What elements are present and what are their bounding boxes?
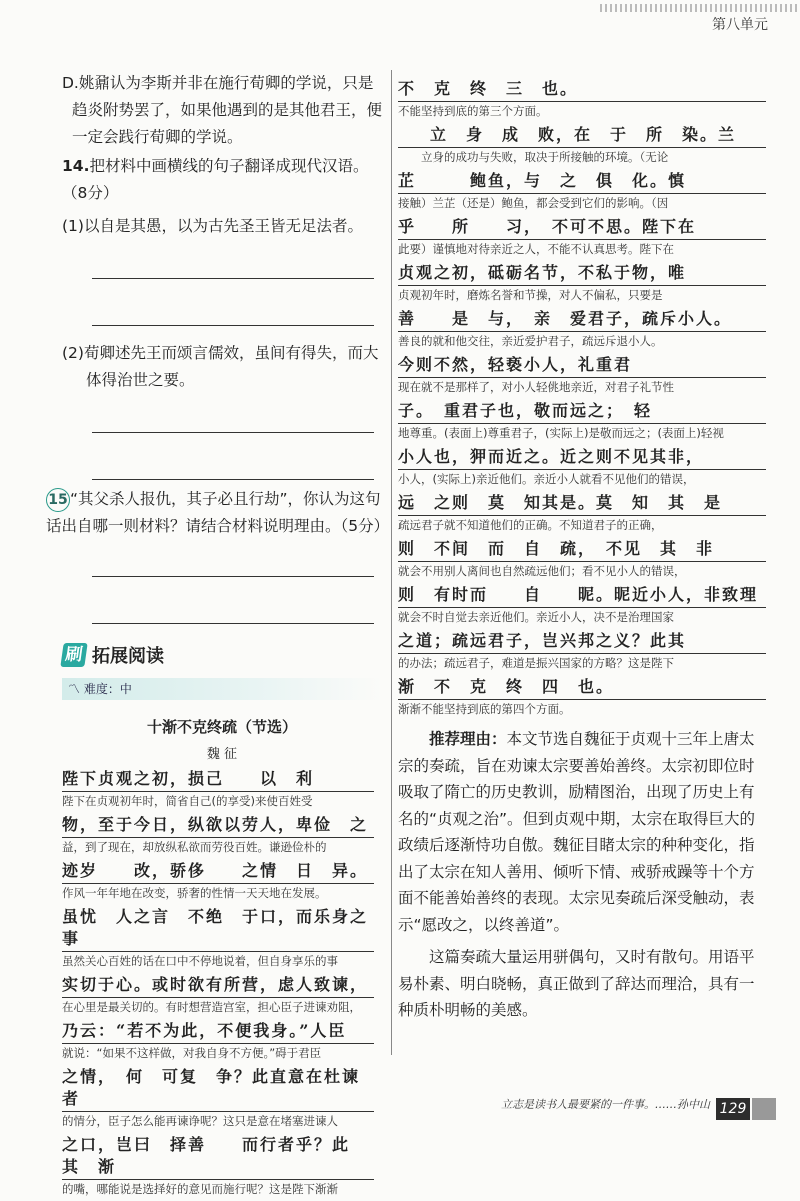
original-line: 今则不然，轻亵小人，礼重君: [398, 354, 766, 378]
translation-line: 现在就不是那样了，对小人轻佻地亲近，对君子礼节性: [398, 380, 674, 394]
translation-line: 善良的就和他交往，亲近爱护君子，疏远斥退小人。: [398, 334, 663, 348]
original-line: 之情， 何 可复 争？此直意在杜谏者: [62, 1066, 374, 1112]
passage-title: 十渐不克终疏（节选）: [146, 718, 297, 736]
question-15-number: 15: [46, 488, 70, 512]
question-15: [46, 486, 390, 540]
translation-line: 地尊重。(表面上)尊重君子，(实际上)是敬而远之；(表面上)轻视: [398, 426, 724, 440]
chart-icon: 〽: [68, 682, 81, 696]
translation-line: 在心里是最关切的。有时想营造宫室，担心臣子进谏劝阻，: [62, 1000, 361, 1014]
original-line: 远 之则 莫 知其是。莫 知 其 是: [398, 492, 766, 516]
translation-line: 就会不时自觉去亲近他们。亲近小人，决不是治理国家: [398, 610, 674, 624]
original-line: 贞观之初，砥砺名节，不私于物，唯: [398, 262, 766, 286]
original-line: 乎 所 习， 不可不思。陛下在: [398, 216, 766, 240]
translation-line: 渐渐不能坚持到底的第四个方面。: [398, 702, 571, 716]
original-line: 虽忧 人之言 不绝 于口，而乐身之事: [62, 906, 374, 952]
recommend-reason-text: 本文节选自魏征于贞观十三年上唐太宗的奏疏，旨在劝谏太宗要善始善终。太宗初即位时吸取了隋亡的历史教训，励精图治，出现了历史上有名的“贞观之治”。但到贞观中期，太宗在取得巨大的政绩后逐渐恃功自傲。魏征目睹太宗的种种变化，指出了太宗在知人善用、倾听下情、戒骄戒躁等十个方面不能善始善终的表现。太宗见奏疏后深受触动，表示“愿改之，以终善道”。: [398, 730, 756, 934]
answer-line[interactable]: [92, 599, 374, 624]
right-column: [398, 70, 768, 1024]
right-passage: [398, 78, 768, 718]
original-line: 陛下贞观之初，损己 以 利: [62, 768, 374, 792]
section-title: 拓展阅读: [92, 646, 164, 667]
original-line: 善 是 与， 亲 爱君子，疏斥小人。: [398, 308, 766, 332]
brush-icon: 刷: [60, 643, 87, 667]
recommend-reason: [398, 726, 768, 938]
original-line: 芷 鲍鱼，与 之 俱 化。慎: [398, 170, 766, 194]
translation-line: 作风一年年地在改变，骄奢的性情一天天地在发展。: [62, 886, 327, 900]
translation-line: 不能坚持到底的第三个方面。: [398, 104, 548, 118]
answer-line[interactable]: [92, 552, 374, 577]
original-line: 则 不间 而 自 疏， 不见 其 非: [398, 538, 766, 562]
original-line: 小人也，狎而近之。近之则不见其非，: [398, 446, 766, 470]
translation-line: 的情分，臣子怎么能再谏诤呢？这只是意在堵塞进谏人: [62, 1114, 338, 1128]
original-line: 迹岁 改，骄侈 之情 日 异。: [62, 860, 374, 884]
question-15-text: “其父杀人报仇，其子必且行劫”，你认为这句话出自哪一则材料？请结合材料说明理由。（5分）: [46, 490, 390, 535]
left-column: [46, 70, 390, 1201]
translation-line: 益，到了现在，却放纵私欲而劳役百姓。谦逊俭朴的: [62, 840, 327, 854]
original-line: 之口，岂曰 择善 而行者乎？此 其 渐: [62, 1134, 374, 1180]
translation-line: 就说：“如果不这样做，对我自身不方便。”碍于君臣: [62, 1046, 322, 1060]
translation-line: 接触）兰芷（还是）鲍鱼，都会受到它们的影响。（因: [398, 196, 669, 210]
unit-label: 第八单元: [712, 17, 768, 33]
translation-line: 的嘴，哪能说是选择好的意见而施行呢？这是陛下渐渐: [62, 1182, 338, 1196]
translation-line: 小人，(实际上)亲近他们。亲近小人就看不见他们的错误，: [398, 472, 695, 486]
answer-line[interactable]: [92, 455, 374, 480]
difficulty-bar: [62, 678, 382, 700]
q14-sub-2: (2)荀卿述先王而颂言儒效，虽间有得失，而大体得治世之要。: [62, 344, 379, 389]
original-line: 立 身 成 败，在 于 所 染。兰: [398, 124, 766, 148]
footer-quote: 立志是读书人最要紧的一件事。……孙中山: [501, 1098, 710, 1111]
difficulty-label: 难度：中: [83, 682, 132, 696]
original-line: 实切于心。或时欲有所营，虑人致谏，: [62, 974, 374, 998]
question-14-text: 把材料中画横线的句子翻译成现代汉语。（8分）: [62, 157, 369, 202]
original-line: 不 克 终 三 也。: [398, 78, 766, 102]
answer-line[interactable]: [92, 301, 374, 326]
original-line: 物，至于今日，纵欲以劳人，卑俭 之: [62, 814, 374, 838]
translation-line: 陛下在贞观初年时，简省自己(的享受)来使百姓受: [62, 794, 313, 808]
original-line: 之道；疏远君子，岂兴邦之义？此其: [398, 630, 766, 654]
page-corner-decoration: [752, 1098, 776, 1120]
original-line: 乃云：“若不为此，不便我身。”人臣: [62, 1020, 374, 1044]
translation-line: 疏远君子就不知道他们的正确。不知道君子的正确，: [398, 518, 663, 532]
top-decoration: [600, 4, 800, 12]
left-passage: [62, 768, 382, 1198]
recommend-reason-2: 这篇奏疏大量运用骈偶句，又时有散句。用语平易朴素、明白晓畅，真正做到了辞达而理洽，具有一种质朴明畅的美感。: [398, 948, 755, 1019]
q14-sub-1: (1)以自是其愚，以为古先圣王皆无足法者。: [62, 217, 363, 235]
answer-line[interactable]: [92, 254, 374, 279]
translation-line: 虽然关心百姓的话在口中不停地说着，但自身享乐的事: [62, 954, 338, 968]
question-14: [62, 153, 382, 207]
passage-author: 魏 征: [206, 747, 238, 762]
original-line: 渐 不 克 终 四 也。: [398, 676, 766, 700]
translation-line: 的办法；疏远君子，难道是振兴国家的方略？这是陛下: [398, 656, 674, 670]
translation-line: 贞观初年时，磨炼名誉和节操，对人不偏私，只要是: [398, 288, 663, 302]
translation-line: 就会不用别人离间也自然疏远他们；看不见小人的错误，: [398, 564, 686, 578]
translation-line: 此要）谨慎地对待亲近之人，不能不认真思考。陛下在: [398, 242, 674, 256]
column-divider: [391, 70, 392, 1055]
original-line: 则 有时而 自 昵。昵近小人，非致理: [398, 584, 766, 608]
question-14-number: 14.: [62, 157, 90, 175]
recommend-reason-label: 推荐理由：: [429, 730, 507, 748]
option-d: D.姚鼐认为李斯并非在施行荀卿的学说，只是趋炎附势罢了，如果他遇到的是其他君王，便一定会践行荀卿的学说。: [62, 74, 383, 146]
answer-line[interactable]: [92, 408, 374, 433]
translation-line: 立身的成功与失败，取决于所接触的环境。（无论: [421, 150, 669, 164]
page-number: 129: [716, 1098, 750, 1120]
original-line: 子。 重君子也，敬而远之； 轻: [398, 400, 766, 424]
section-header: [62, 642, 382, 668]
